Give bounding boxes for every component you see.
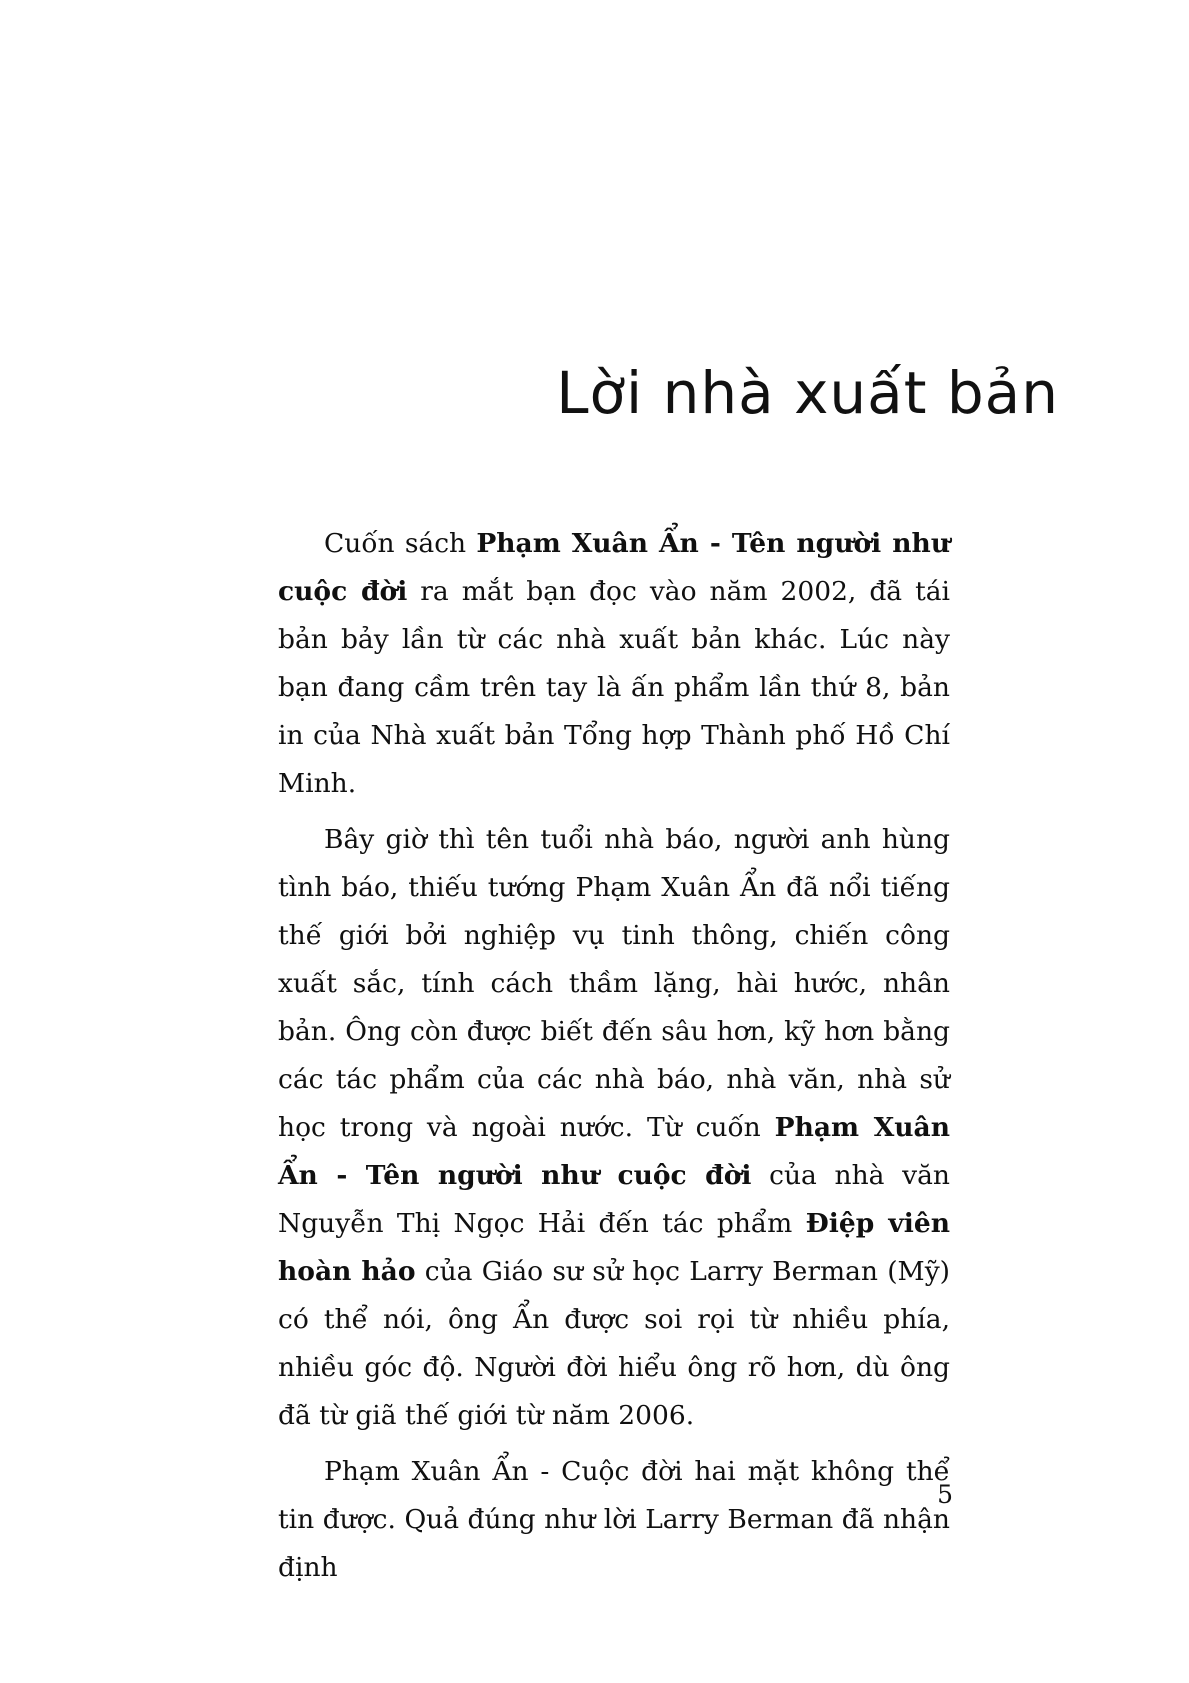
emphasis-text: Phạm Xuân Ẩn - Tên người như cuộc đời: [278, 1112, 950, 1191]
page-number: 5: [937, 1480, 953, 1509]
body-text: [278, 520, 950, 1592]
body-text-run: ra mắt bạn đọc vào năm 2002, đã tái bản bảy lần từ các nhà xuất bản khác. Lúc này bạn đang cầm trên tay là ấn phẩm lần thứ 8, bản in của Nhà xuất bản Tổng hợp Thành phố Hồ Chí Minh.: [278, 576, 951, 799]
body-text-run: của nhà văn Nguyễn Thị Ngọc Hải đến tác phẩm: [278, 1160, 950, 1239]
paragraph: [278, 520, 950, 808]
body-text-run: Cuốn sách: [324, 528, 477, 559]
page-title: Lời nhà xuất bản: [556, 358, 1059, 427]
body-text-run: Bây giờ thì tên tuổi nhà báo, người anh hùng tình báo, thiếu tướng Phạm Xuân Ẩn đã nổi tiếng thế giới bởi nghiệp vụ tinh thông, chiến công xuất sắc, tính cách thầm lặng, hài hước, nhân bản. Ông còn được biết đến sâu hơn, kỹ hơn bằng các tác phẩm của các nhà báo, nhà văn, nhà sử học trong và ngoài nước. Từ cuốn: [278, 824, 950, 1143]
paragraph: [278, 1448, 950, 1592]
body-text-run: Phạm Xuân Ẩn - Cuộc đời hai mặt không thể tin được. Quả đúng như lời Larry Berman đã nhận định: [278, 1456, 950, 1583]
emphasis-text: Phạm Xuân Ẩn - Tên người như cuộc đời: [278, 528, 950, 607]
body-text-run: của Giáo sư sử học Larry Berman (Mỹ) có thể nói, ông Ẩn được soi rọi từ nhiều phía, nhiều góc độ. Người đời hiểu ông rõ hơn, dù ông đã từ giã thế giới từ năm 2006.: [278, 1256, 950, 1431]
paragraph: [278, 816, 950, 1440]
emphasis-text: Điệp viên hoàn hảo: [278, 1208, 950, 1287]
